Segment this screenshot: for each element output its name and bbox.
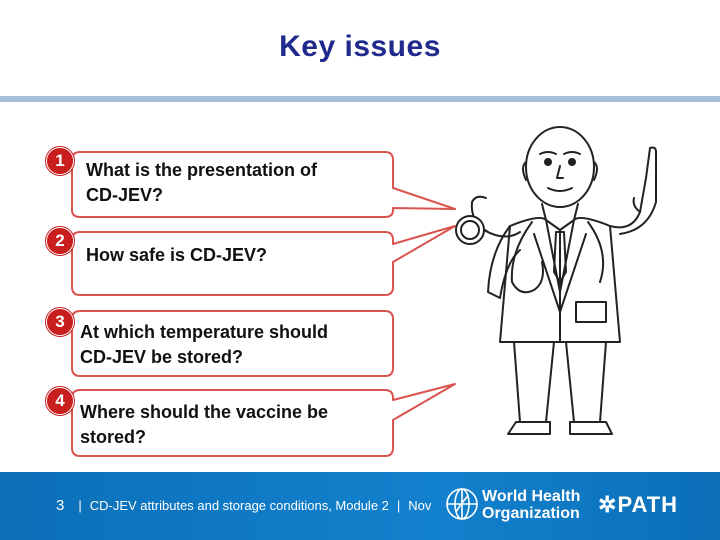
who-logo-line-1: World Health <box>482 488 581 505</box>
who-logo-text <box>482 488 580 522</box>
question-1-line-2: CD-JEV? <box>86 185 164 205</box>
question-number-3: 3 <box>46 308 74 336</box>
question-number-2: 2 <box>46 227 74 255</box>
doctor-illustration <box>450 122 680 442</box>
question-1-line-1: What is the presentation of <box>86 160 318 180</box>
question-2-line-1: How safe is CD-JEV? <box>86 245 268 265</box>
footer-module-text: CD-JEV attributes and storage conditions, Module 2 <box>89 498 389 513</box>
footer-caption: 3 | CD-JEV attributes and storage conditions, Module 2 | Nov <box>56 497 432 514</box>
footer-date: Nov <box>408 498 432 513</box>
page-number: 3 <box>56 497 65 514</box>
question-number-4: 4 <box>46 387 74 415</box>
question-4-line-1: Where should the vaccine be <box>80 402 329 422</box>
path-logo: ✲PATH <box>598 492 679 517</box>
question-3-line-1: At which temperature should <box>80 322 329 342</box>
path-logo-text: PATH <box>617 492 679 517</box>
question-number-1: 1 <box>46 147 74 175</box>
question-4-line-2: stored? <box>80 427 147 447</box>
question-3-line-2: CD-JEV be stored? <box>80 347 244 367</box>
page-title: Key issues <box>279 30 441 63</box>
who-logo-line-2: Organization <box>482 505 580 522</box>
